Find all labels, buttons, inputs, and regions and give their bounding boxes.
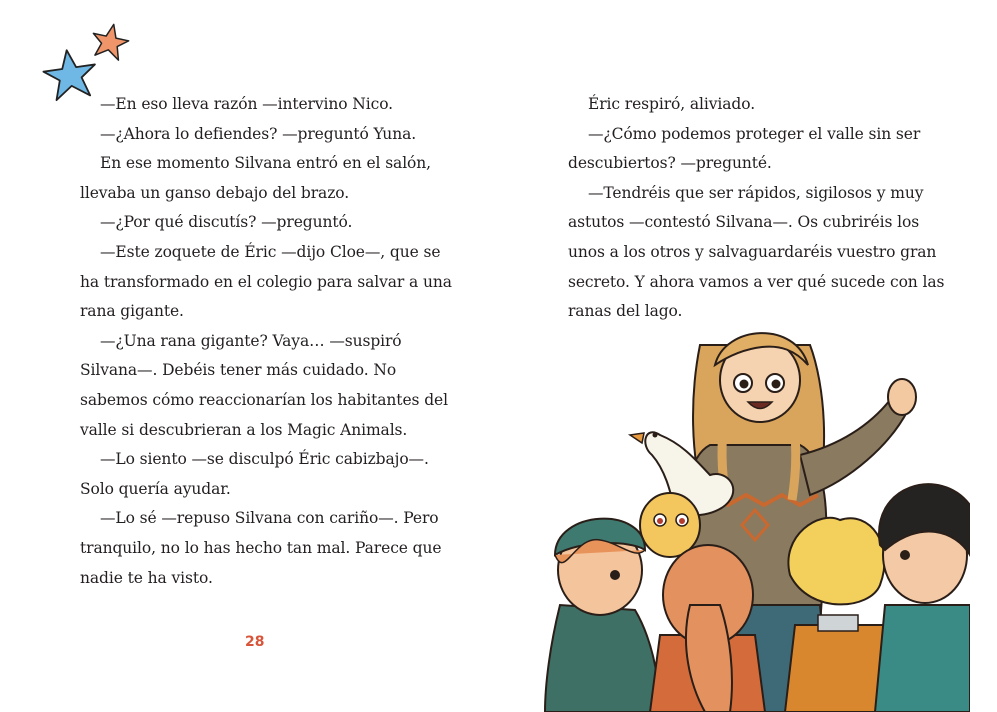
characters-illustration bbox=[540, 305, 970, 712]
paragraph-line: secreto. Y ahora vamos a ver qué sucede con las bbox=[568, 272, 945, 291]
paragraph-line: —¿Una rana gigante? Vaya… —suspiró bbox=[100, 331, 402, 350]
paragraph-line: nadie te ha visto. bbox=[80, 568, 213, 587]
paragraph-line: valle si descubrieran a los Magic Animals. bbox=[80, 420, 408, 439]
paragraph-line: En ese momento Silvana entró en el salón, bbox=[100, 154, 431, 173]
paragraph-line: —Tendréis que ser rápidos, sigilosos y muy bbox=[588, 183, 924, 202]
paragraph-line: ha transformado en el colegio para salvar a una bbox=[80, 272, 452, 291]
paragraph-line: astutos —contestó Silvana—. Os cubriréis los bbox=[568, 213, 920, 232]
paragraph-line: Silvana—. Debéis tener más cuidado. No bbox=[80, 361, 397, 380]
paragraph-line: —¿Ahora lo defiendes? —preguntó Yuna. bbox=[100, 124, 417, 143]
paragraph-line: unos a los otros y salvaguardaréis vuestro gran bbox=[568, 242, 937, 261]
paragraph-line: descubiertos? —pregunté. bbox=[568, 154, 772, 173]
yellow-creature-figure bbox=[640, 493, 700, 557]
paragraph-line: llevaba un ganso debajo del brazo. bbox=[80, 183, 350, 202]
paragraph-line: —Este zoquete de Éric —dijo Cloe—, que se bbox=[100, 242, 441, 261]
paragraph-line: Solo quería ayudar. bbox=[80, 479, 231, 498]
paragraph-line: —En eso lleva razón —intervino Nico. bbox=[100, 95, 393, 113]
dark-hair-boy-figure bbox=[875, 484, 970, 712]
paragraph-line: —¿Cómo podemos proteger el valle sin ser bbox=[588, 124, 921, 143]
right-page-text bbox=[568, 90, 944, 327]
paragraph-line: —¿Por qué discutís? —preguntó. bbox=[100, 213, 353, 232]
paragraph-line: ranas del lago. bbox=[568, 302, 683, 321]
left-page bbox=[0, 0, 498, 712]
orange-star-icon bbox=[89, 21, 131, 62]
boy-cap-figure bbox=[545, 519, 660, 712]
paragraph-line: rana gigante. bbox=[80, 302, 184, 321]
page-number: 28 bbox=[245, 634, 265, 650]
paragraph-line: tranquilo, no lo has hecho tan mal. Parece que bbox=[80, 538, 442, 557]
paragraph-line: sabemos cómo reaccionarían los habitantes del bbox=[80, 390, 448, 409]
paragraph-line: —Lo sé —repuso Silvana con cariño—. Pero bbox=[100, 509, 439, 528]
left-page-text bbox=[80, 90, 452, 593]
paragraph-line: Éric respiró, aliviado. bbox=[588, 95, 756, 113]
paragraph-line: —Lo siento —se disculpó Éric cabizbajo—. bbox=[100, 450, 429, 469]
